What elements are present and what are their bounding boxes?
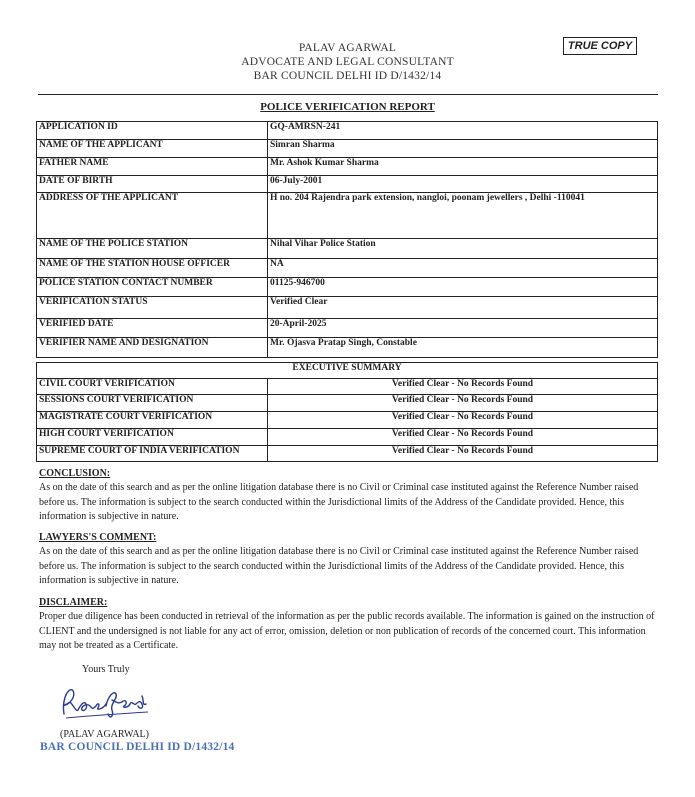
detail-value: 20-April-2025 xyxy=(268,319,658,338)
detail-label: FATHER NAME xyxy=(37,158,268,176)
advocate-name: PALAV AGARWAL xyxy=(298,42,397,54)
detail-value: Mr. Ojasva Pratap Singh, Constable xyxy=(268,338,658,358)
detail-value: H no. 204 Rajendra park extension, nangloi, poonam jewellers , Delhi -110041 xyxy=(268,193,658,239)
table-header-row xyxy=(37,363,658,379)
table-row xyxy=(37,412,658,429)
verification-label: HIGH COURT VERIFICATION xyxy=(37,429,268,446)
table-row xyxy=(37,446,658,462)
table-row xyxy=(37,429,658,446)
table-row xyxy=(37,158,658,176)
header-divider xyxy=(38,94,658,95)
table-row xyxy=(37,379,658,395)
detail-label: ADDRESS OF THE APPLICANT xyxy=(37,193,268,239)
signatory-name: (PALAV AGARWAL) xyxy=(60,729,149,740)
lawyers-comment-text: As on the date of this search and as per the online litigation database there is no Civil or Criminal case instituted against the Reference Number raised before us. The information is subject to the search conducted within the Jurisdictional limits of the Address of the Candidate provided. Hence, this information is subjective in nature. xyxy=(39,546,639,586)
disclaimer-section xyxy=(39,596,659,653)
bar-council-id: BAR COUNCIL DELHI ID D/1432/14 xyxy=(253,70,442,82)
lawyers-comment-section xyxy=(39,531,659,588)
table-row xyxy=(37,278,658,297)
verification-label: CIVIL COURT VERIFICATION xyxy=(37,379,268,395)
report-title: POLICE VERIFICATION REPORT xyxy=(260,101,435,113)
signatory-bar-id: BAR COUNCIL DELHI ID D/1432/14 xyxy=(40,741,235,753)
verification-result: Verified Clear - No Records Found xyxy=(268,446,658,462)
detail-value: 01125-946700 xyxy=(268,278,658,297)
detail-label: VERIFICATION STATUS xyxy=(37,297,268,319)
disclaimer-heading: DISCLAIMER: xyxy=(39,597,108,608)
advocate-title: ADVOCATE AND LEGAL CONSULTANT xyxy=(241,56,454,68)
conclusion-section xyxy=(39,467,659,524)
detail-label: APPLICATION ID xyxy=(37,122,268,140)
conclusion-heading: CONCLUSION: xyxy=(39,468,111,479)
verification-label: MAGISTRATE COURT VERIFICATION xyxy=(37,412,268,429)
conclusion-text: As on the date of this search and as per the online litigation database there is no Civil or Criminal case instituted against the Reference Number raised before us. The information is subject to the search conducted within the Jurisdictional limits of the Address of the Candidate provided. Hence, this information is subjective in nature. xyxy=(39,482,639,522)
table-row xyxy=(37,140,658,158)
detail-label: DATE OF BIRTH xyxy=(37,176,268,193)
detail-label: NAME OF THE STATION HOUSE OFFICER xyxy=(37,259,268,278)
lawyers-comment-heading: LAWYERS'S COMMENT: xyxy=(39,532,157,543)
executive-summary-table xyxy=(36,362,658,462)
verification-label: SUPREME COURT OF INDIA VERIFICATION xyxy=(37,446,268,462)
disclaimer-text: Proper due diligence has been conducted in retrieval of the information as per the public records available. The information is gained on the instruction of CLIENT and the undersigned is not liable for any act of error, omission, deletion or non publication of records of the concerned court. This information may not be treated as a Certificate. xyxy=(39,611,655,651)
table-row xyxy=(37,176,658,193)
detail-value: 06-July-2001 xyxy=(268,176,658,193)
table-row xyxy=(37,193,658,239)
detail-label: NAME OF THE POLICE STATION xyxy=(37,239,268,259)
detail-value: Nihal Vihar Police Station xyxy=(268,239,658,259)
table-row xyxy=(37,239,658,259)
table-row xyxy=(37,297,658,319)
verification-result: Verified Clear - No Records Found xyxy=(268,429,658,446)
detail-label: NAME OF THE APPLICANT xyxy=(37,140,268,158)
verification-result: Verified Clear - No Records Found xyxy=(268,395,658,412)
table-row xyxy=(37,319,658,338)
table-row xyxy=(37,395,658,412)
signature xyxy=(56,684,156,729)
letterhead xyxy=(0,41,695,83)
detail-label: VERIFIED DATE xyxy=(37,319,268,338)
table-row xyxy=(37,259,658,278)
table-row xyxy=(37,122,658,140)
verification-result: Verified Clear - No Records Found xyxy=(268,379,658,395)
executive-summary-heading: EXECUTIVE SUMMARY xyxy=(37,363,658,379)
details-table xyxy=(36,121,658,358)
verification-result: Verified Clear - No Records Found xyxy=(268,412,658,429)
detail-label: POLICE STATION CONTACT NUMBER xyxy=(37,278,268,297)
detail-value: Verified Clear xyxy=(268,297,658,319)
detail-value: Simran Sharma xyxy=(268,140,658,158)
table-row xyxy=(37,338,658,358)
detail-value: Mr. Ashok Kumar Sharma xyxy=(268,158,658,176)
detail-value: GQ-AMRSN-241 xyxy=(268,122,658,140)
true-copy-stamp: TRUE COPY xyxy=(563,37,637,55)
detail-label: VERIFIER NAME AND DESIGNATION xyxy=(37,338,268,358)
yours-truly: Yours Truly xyxy=(82,664,130,675)
detail-value: NA xyxy=(268,259,658,278)
verification-label: SESSIONS COURT VERIFICATION xyxy=(37,395,268,412)
